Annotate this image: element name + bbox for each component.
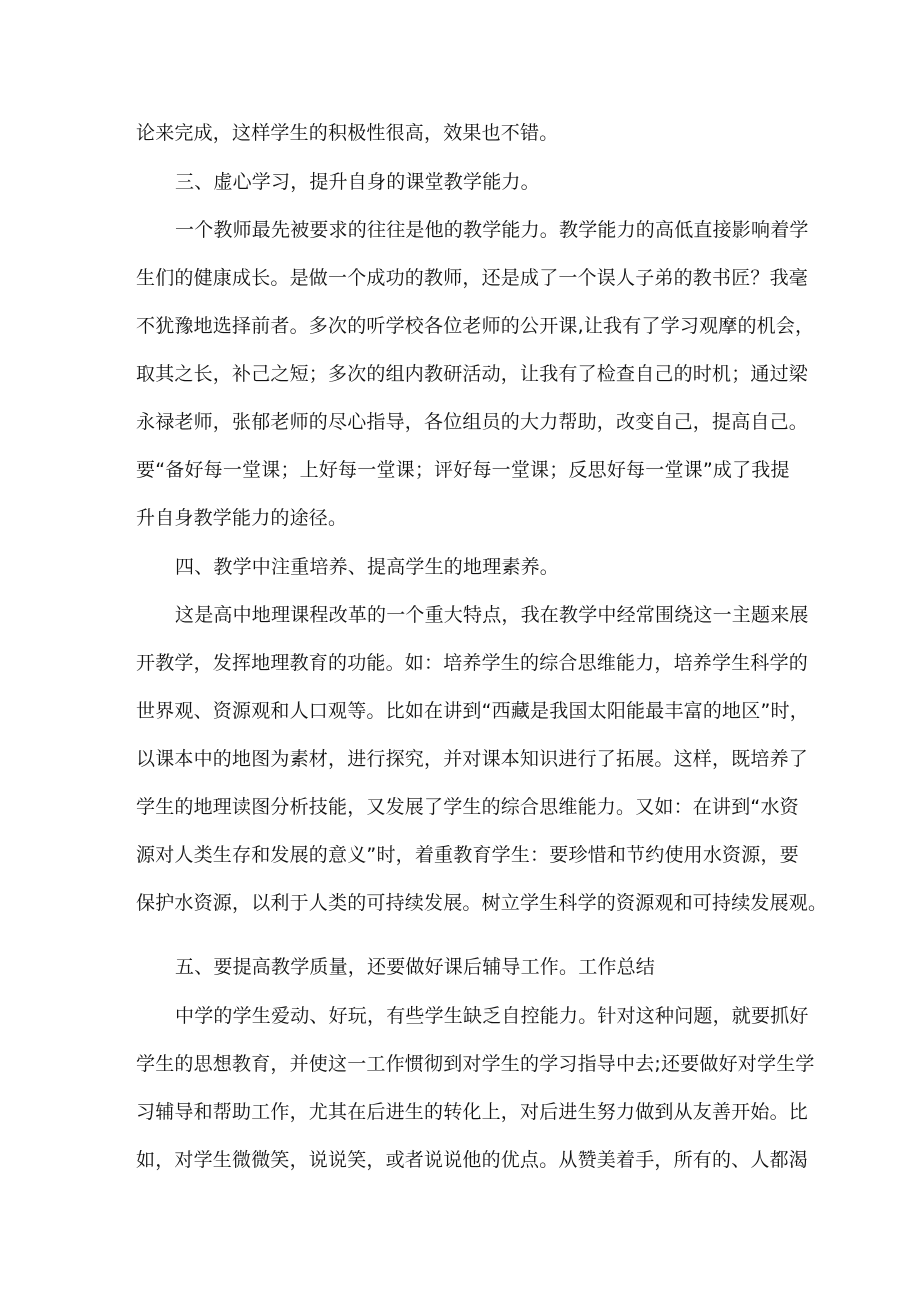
paragraph-line: 源对人类生存和发展的意义”时，着重教育学生：要珍惜和节约使用水资源，要	[136, 844, 799, 866]
section-heading: 四、教学中注重培养、提高学生的地理素养。	[175, 556, 560, 578]
paragraph-line: 论来完成，这样学生的积极性很高，效果也不错。	[136, 122, 559, 144]
paragraph-line: 一个教师最先被要求的往往是他的教学能力。教学能力的高低直接影响着学	[175, 219, 809, 241]
paragraph-line: 生们的健康成长。是做一个成功的教师，还是成了一个误人子弟的教书匠？我毫	[136, 267, 809, 289]
paragraph-line: 保护水资源，以利于人类的可持续发展。树立学生科学的资源观和可持续发展观。	[136, 892, 828, 914]
paragraph-line: 以课本中的地图为素材，进行探究，并对课本知识进行了拓展。这样，既培养了	[136, 748, 809, 770]
paragraph-line: 不犹豫地选择前者。多次的听学校各位老师的公开课,让我有了学习观摩的机会，	[136, 315, 815, 337]
paragraph-line: 学生的思想教育，并使这一工作惯彻到对学生的学习指导中去;还要做好对学生学	[136, 1053, 815, 1075]
paragraph-line: 取其之长，补己之短；多次的组内教研活动，让我有了检查自己的时机；通过梁	[136, 363, 809, 385]
paragraph-line: 升自身教学能力的途径。	[136, 507, 348, 529]
section-heading: 三、虚心学习，提升自身的课堂教学能力。	[175, 171, 540, 193]
paragraph-line: 如，对学生微微笑，说说笑，或者说说他的优点。从赞美着手，所有的、人都渴	[136, 1149, 809, 1171]
paragraph-line: 要“备好每一堂课；上好每一堂课；评好每一堂课；反思好每一堂课”成了我提	[136, 459, 790, 481]
paragraph-line: 世界观、资源观和人口观等。比如在讲到“西藏是我国太阳能最丰富的地区”时，	[136, 700, 809, 722]
paragraph-line: 习辅导和帮助工作，尤其在后进生的转化上，对后进生努力做到从友善开始。比	[136, 1101, 809, 1123]
paragraph-line: 学生的地理读图分析技能，又发展了学生的综合思维能力。又如：在讲到“水资	[136, 796, 799, 818]
paragraph-line: 中学的学生爱动、好玩，有些学生缺乏自控能力。针对这种问题，就要抓好	[175, 1005, 809, 1027]
section-heading: 五、要提高教学质量，还要做好课后辅导工作。工作总结	[175, 956, 656, 978]
paragraph-line: 开教学，发挥地理教育的功能。如：培养学生的综合思维能力，培养学生科学的	[136, 652, 809, 674]
paragraph-line: 永禄老师，张郁老师的尽心指导，各位组员的大力帮助，改变自己，提高自己。	[136, 411, 809, 433]
paragraph-line: 这是高中地理课程改革的一个重大特点，我在教学中经常围绕这一主题来展	[175, 604, 809, 626]
